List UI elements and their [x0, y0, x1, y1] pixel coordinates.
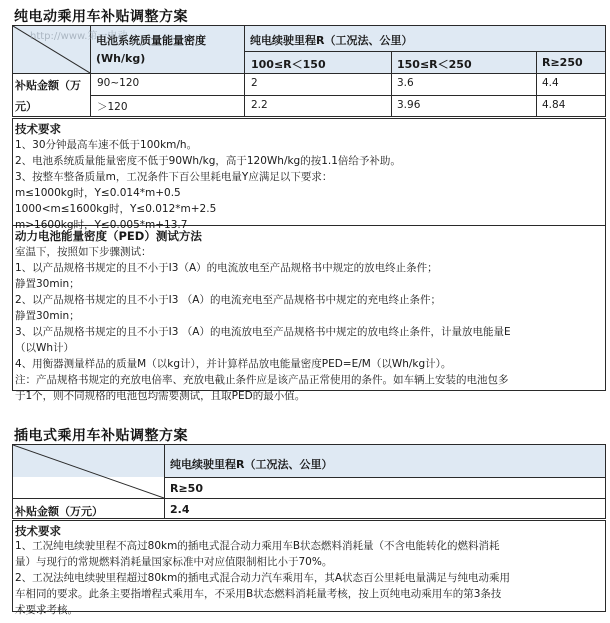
col-energy-density-header: 电池系统质量能量密度 — [96, 34, 206, 47]
tech-requirements-list — [15, 137, 401, 233]
table-cell-density: 90~120 — [97, 77, 140, 89]
phev-col-range-header: 纯电续驶里程R（工况法、公里） — [170, 458, 333, 471]
phev-tech-list — [15, 538, 510, 618]
list-item: 3、以产品规格书规定的且不小于I3 （A）的电流放电至产品规格书中规定的放电终止条件，计量放电能量E — [15, 326, 511, 338]
table-cell-value: 2 — [251, 77, 258, 89]
phev-requirements-box — [12, 520, 606, 616]
list-item: 2、工况法纯电续驶里程超过80km的插电式混合动力汽车乘用车，其A状态百公里耗电量满足与纯电动乘用 — [15, 572, 511, 584]
list-item: 室温下，按照如下步骤测试： — [15, 246, 152, 258]
list-item: （以Wh计） — [15, 342, 75, 354]
list-item: 1000<m≤1600kg时，Y≤0.012*m+2.5 — [15, 203, 217, 215]
phev-title: 插电式乘用车补贴调整方案 — [14, 428, 188, 444]
row-label-subsidy: 补贴金额（万 — [15, 79, 81, 92]
bev-requirements-box — [12, 118, 606, 402]
list-item: 3、按整车整备质量m，工况条件下百公里耗电量Y应满足以下要求： — [15, 171, 333, 183]
phev-tech-title: 技术要求 — [15, 524, 61, 538]
table-cell-value: 2.2 — [251, 99, 268, 111]
list-item: 4、用衡器测量样品的质量M（以kg计），并计算样品放电能量密度PED=E/M（以Wh/kg计）。 — [15, 358, 452, 370]
table-cell-value: 4.84 — [542, 99, 566, 111]
phev-row-label: 补贴金额（万元） — [15, 505, 103, 518]
list-item: 1、工况纯电续驶里程不高过80km的插电式混合动力乘用车B状态燃料消耗量（不含电能转化的燃料消耗 — [15, 540, 500, 552]
list-item: m>1600kg时，Y≤0.005*m+13.7 — [15, 219, 188, 231]
phev-value-cell: 2.4 — [170, 503, 190, 516]
list-item: 静置30min； — [15, 310, 80, 322]
list-item: 注：产品规格书规定的充放电倍率、充放电截止条件应是该产品正常使用的条件。如车辆上安装的电池包多 — [15, 374, 509, 386]
list-item: 1、30分钟最高车速不低于100km/h。 — [15, 139, 198, 151]
watermark-text: http://www.第一电动 — [30, 31, 128, 42]
diagonal-header-cell — [13, 445, 164, 498]
list-item: 术要求考核。 — [15, 604, 78, 616]
list-item: 于1个，则不同规格的电池包均需要测试，且取PED的最小值。 — [15, 390, 306, 402]
table-cell-value: 3.6 — [397, 77, 414, 89]
list-item: 2、以产品规格书规定的且不小于I3 （A）的电流充电至产品规格书中规定的充电终止条件； — [15, 294, 441, 306]
list-item: 车相同的要求。此条主要指增程式乘用车，不采用B状态燃料消耗量考核，按上页纯电动乘用车的第3条技 — [15, 588, 502, 600]
phev-subsidy-table — [12, 444, 606, 519]
col-energy-density-unit: (Wh/kg) — [96, 52, 146, 65]
bev-title: 纯电动乘用车补贴调整方案 — [14, 9, 188, 25]
col-range-header: 纯电续驶里程R（工况法、公里） — [250, 34, 413, 47]
ped-test-title: 动力电池能量密度（PED）测试方法 — [15, 229, 202, 243]
range-header-1: 100≤R＜150 — [251, 58, 326, 71]
table-cell-value: 4.4 — [542, 77, 559, 89]
list-item: 量）与现行的常规燃料消耗量国家标准中对应值限制相比小于70%。 — [15, 556, 333, 568]
list-item: m≤1000kg时，Y≤0.014*m+0.5 — [15, 187, 181, 199]
tech-requirements-title: 技术要求 — [15, 122, 61, 136]
list-item: 2、电池系统质量能量密度不低于90Wh/kg，高于120Wh/kg的按1.1倍给予补助。 — [15, 155, 401, 167]
table-cell-density: ＞120 — [97, 101, 128, 113]
row-label-unit: 元） — [15, 100, 37, 113]
ped-test-list — [15, 244, 511, 404]
range-header-3: R≥250 — [542, 56, 583, 69]
range-header-2: 150≤R＜250 — [397, 58, 472, 71]
phev-range-header: R≥50 — [170, 482, 203, 495]
list-item: 静置30min； — [15, 278, 80, 290]
table-cell-value: 3.96 — [397, 99, 421, 111]
list-item: 1、以产品规格书规定的且不小于I3（A）的电流放电至产品规格书中规定的放电终止条件； — [15, 262, 438, 274]
